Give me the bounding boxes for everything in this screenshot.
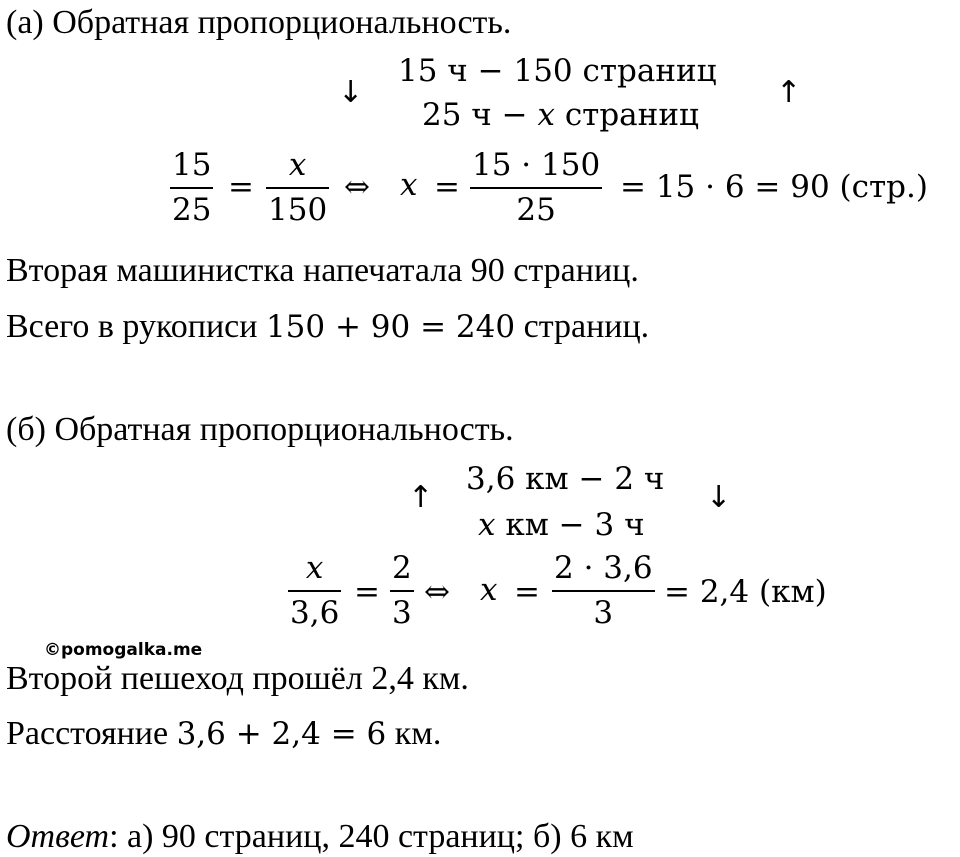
answer-label: Ответ — [6, 818, 110, 855]
part-a-result: = 15 · 6 = 90 (стр.) — [620, 169, 928, 205]
equals-sign: = — [354, 574, 380, 610]
answer-line — [6, 820, 634, 854]
down-arrow-icon: ↓ — [706, 480, 732, 515]
fraction-denominator: 150 — [268, 192, 328, 228]
watermark: ©pomogalka.me — [44, 640, 203, 660]
part-b-line2: Расстояние 3,6 + 2,4 = 6 км. — [6, 715, 442, 752]
equivalence-sign: ⇔ — [344, 169, 370, 205]
fraction-numerator: 15 — [172, 147, 212, 183]
part-b-fraction-1 — [288, 550, 341, 631]
part-b-proportion-row2: x км − 3 ч — [478, 507, 645, 543]
fraction-numerator: 2 · 3,6 — [554, 550, 653, 586]
variable-x: x — [480, 572, 498, 608]
fraction-numerator: 15 · 150 — [472, 147, 601, 183]
fraction-denominator: 3 — [593, 595, 614, 631]
fraction-denominator: 25 — [172, 192, 212, 228]
answer-text: : а) 90 страниц, 240 страниц; б) 6 км — [109, 818, 634, 855]
part-b-heading: (б) Обратная пропорциональность. — [6, 411, 514, 448]
part-b-proportion-row1: 3,6 км − 2 ч — [466, 461, 665, 497]
equivalence-sign: ⇔ — [424, 574, 450, 610]
part-a-line1: Вторая машинистка напечатала 90 страниц. — [6, 252, 639, 289]
up-arrow-icon: ↑ — [776, 75, 802, 110]
equals-sign: = — [514, 574, 540, 610]
fraction-denominator: 3 — [392, 595, 412, 631]
equals-sign: = — [228, 169, 254, 205]
up-arrow-icon: ↑ — [408, 480, 434, 515]
part-a-heading: (а) Обратная пропорциональность. — [6, 4, 512, 41]
part-b-fraction-2 — [390, 550, 414, 631]
fraction-denominator: 25 — [516, 192, 556, 228]
fraction-numerator: 2 — [392, 550, 412, 586]
part-a-proportion-row1: 15 ч − 150 страниц — [398, 53, 717, 89]
part-a-line2: Всего в рукописи 150 + 90 = 240 страниц. — [6, 308, 650, 345]
variable-x: x — [400, 167, 418, 203]
part-a-fraction-3 — [470, 147, 602, 228]
part-b-result: = 2,4 (км) — [664, 574, 827, 610]
part-b-fraction-3 — [552, 550, 655, 631]
down-arrow-icon: ↓ — [338, 75, 364, 110]
part-a-proportion-row2: 25 ч − x страниц — [422, 97, 699, 133]
fraction-numerator: x — [288, 147, 307, 183]
part-b-line1: Второй пешеход прошёл 2,4 км. — [6, 660, 469, 697]
fraction-denominator: 3,6 — [290, 595, 340, 631]
equals-sign: = — [434, 169, 460, 205]
part-a-fraction-1 — [170, 147, 213, 228]
fraction-numerator: x — [305, 550, 324, 586]
part-a-fraction-2 — [266, 147, 329, 228]
